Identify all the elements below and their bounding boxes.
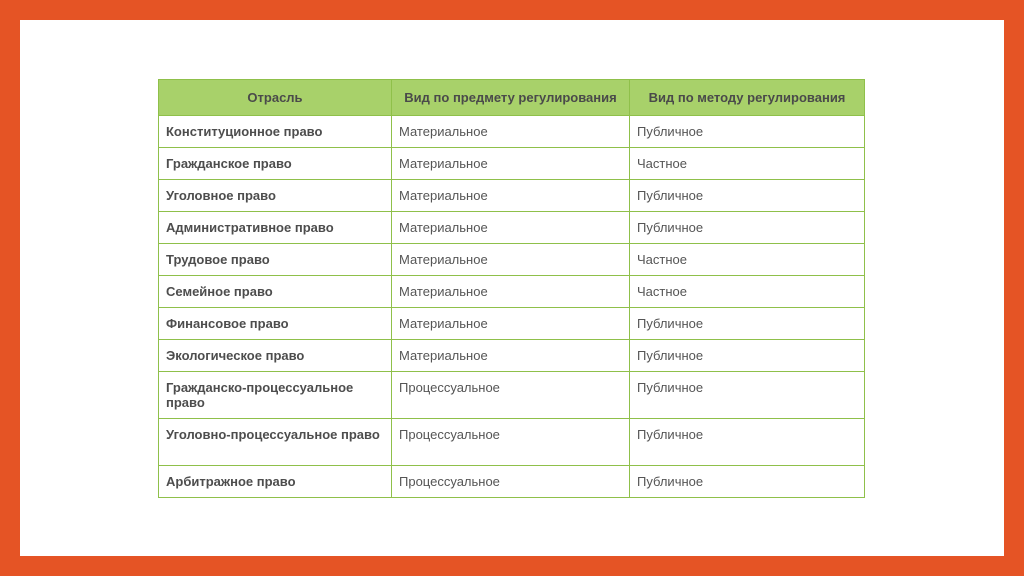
method-type-cell: Публичное <box>630 340 865 372</box>
method-type-cell: Публичное <box>630 308 865 340</box>
header-branch: Отрасль <box>159 80 392 116</box>
table-header-row <box>159 80 865 116</box>
table-row <box>159 116 865 148</box>
method-type-cell: Публичное <box>630 212 865 244</box>
table-row <box>159 308 865 340</box>
table-row <box>159 419 865 466</box>
subject-type-cell: Материальное <box>392 212 630 244</box>
subject-type-cell: Процессуальное <box>392 372 630 419</box>
branch-cell: Уголовное право <box>159 180 392 212</box>
subject-type-cell: Процессуальное <box>392 466 630 498</box>
method-type-cell: Публичное <box>630 180 865 212</box>
method-type-cell: Частное <box>630 244 865 276</box>
method-type-cell: Публичное <box>630 372 865 419</box>
subject-type-cell: Материальное <box>392 180 630 212</box>
table-row <box>159 340 865 372</box>
branch-cell: Арбитражное право <box>159 466 392 498</box>
branch-cell: Семейное право <box>159 276 392 308</box>
law-branches-table <box>158 79 865 498</box>
table-row <box>159 180 865 212</box>
subject-type-cell: Материальное <box>392 148 630 180</box>
subject-type-cell: Материальное <box>392 276 630 308</box>
subject-type-cell: Материальное <box>392 308 630 340</box>
subject-type-cell: Процессуальное <box>392 419 630 466</box>
method-type-cell: Публичное <box>630 116 865 148</box>
method-type-cell: Частное <box>630 276 865 308</box>
table-row <box>159 244 865 276</box>
branch-cell: Уголовно-процессуальное право <box>159 419 392 466</box>
subject-type-cell: Материальное <box>392 244 630 276</box>
branch-cell: Финансовое право <box>159 308 392 340</box>
branch-cell: Административное право <box>159 212 392 244</box>
method-type-cell: Публичное <box>630 419 865 466</box>
subject-type-cell: Материальное <box>392 340 630 372</box>
table-row <box>159 372 865 419</box>
slide <box>20 20 1004 556</box>
header-subject-type: Вид по предмету регулирования <box>392 80 630 116</box>
subject-type-cell: Материальное <box>392 116 630 148</box>
branch-cell: Гражданско-процессуальное право <box>159 372 392 419</box>
method-type-cell: Частное <box>630 148 865 180</box>
table-row <box>159 276 865 308</box>
table-row <box>159 148 865 180</box>
table-row <box>159 212 865 244</box>
branch-cell: Гражданское право <box>159 148 392 180</box>
table-row <box>159 466 865 498</box>
branch-cell: Конституционное право <box>159 116 392 148</box>
branch-cell: Трудовое право <box>159 244 392 276</box>
method-type-cell: Публичное <box>630 466 865 498</box>
branch-cell: Экологическое право <box>159 340 392 372</box>
header-method-type: Вид по методу регулирования <box>630 80 865 116</box>
